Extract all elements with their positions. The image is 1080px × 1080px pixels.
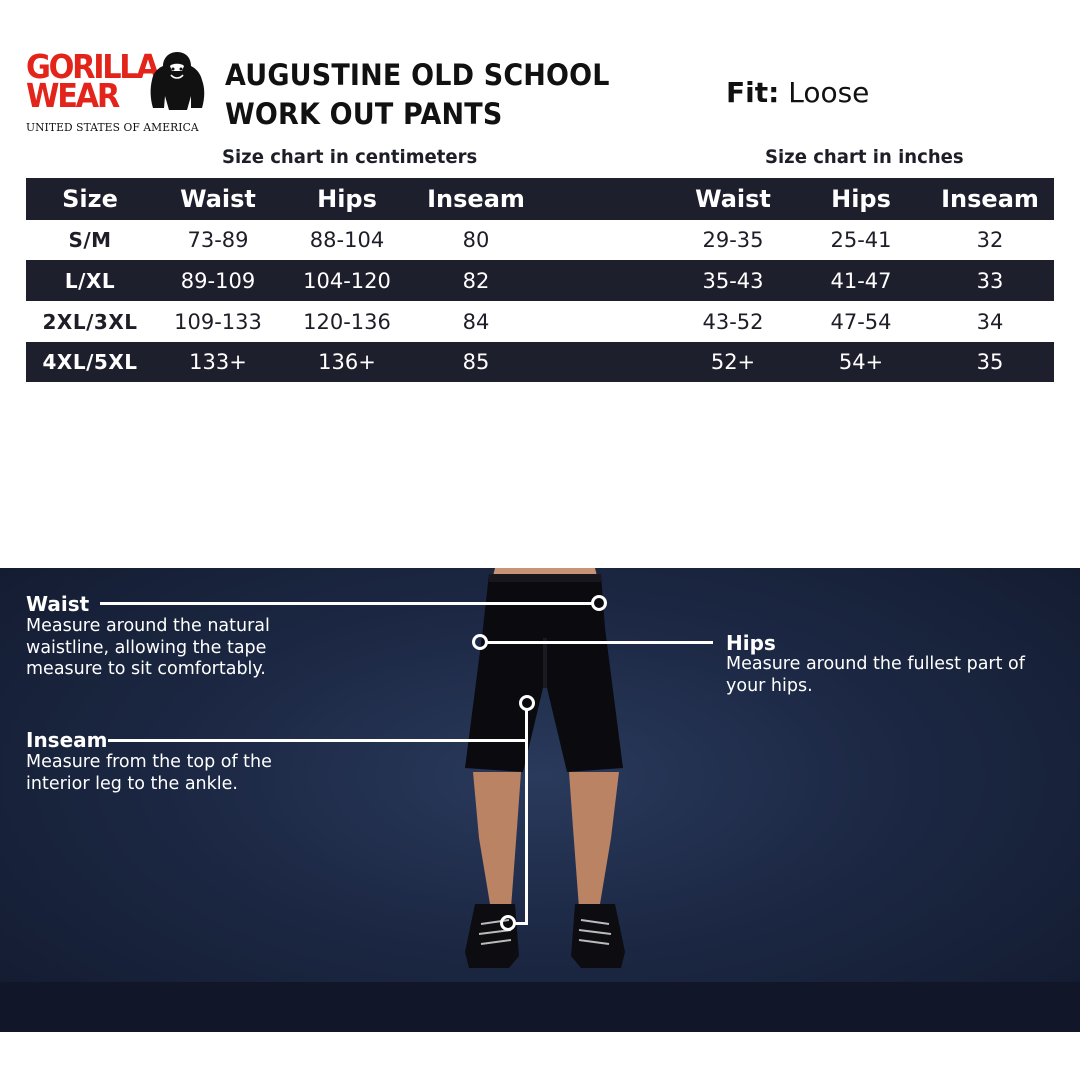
hips-cm-cell: 88-104 bbox=[309, 228, 385, 252]
header-inseam-cm: Inseam bbox=[427, 185, 525, 213]
fit-info bbox=[726, 76, 869, 109]
hips-marker bbox=[472, 634, 488, 650]
hips-cm-cell: 120-136 bbox=[303, 309, 391, 334]
hips-cm-cell: 104-120 bbox=[303, 268, 391, 293]
waist-cm-cell: 73-89 bbox=[187, 228, 249, 252]
inseam-cm-cell: 85 bbox=[462, 350, 490, 374]
waist-cm-cell: 109-133 bbox=[174, 309, 262, 334]
fit-value: Loose bbox=[788, 76, 870, 109]
size-cell: 4XL/5XL bbox=[42, 350, 138, 374]
header-size: Size bbox=[62, 185, 118, 213]
size-table bbox=[26, 178, 1054, 382]
product-title: AUGUSTINE OLD SCHOOL WORK OUT PANTS bbox=[225, 58, 610, 131]
brand-tagline: UNITED STATES OF AMERICA bbox=[26, 120, 199, 134]
table-header-row bbox=[26, 178, 1054, 220]
inseam-bottom-marker bbox=[500, 915, 516, 931]
inseam-in-cell: 32 bbox=[976, 228, 1004, 252]
waist-cm-cell: 133+ bbox=[189, 350, 247, 374]
header-waist-in: Waist bbox=[695, 185, 771, 213]
inseam-in-cell: 35 bbox=[976, 350, 1004, 374]
waist-in-cell: 35-43 bbox=[702, 268, 764, 293]
size-cell: 2XL/3XL bbox=[42, 309, 138, 334]
hips-description: Measure around the fullest part of your hips. bbox=[726, 654, 1025, 696]
inseam-bottom-connector bbox=[514, 922, 528, 925]
hips-in-cell: 41-47 bbox=[830, 268, 892, 293]
brand-logo-line2: WEAR bbox=[26, 76, 118, 115]
size-cell: S/M bbox=[68, 228, 112, 252]
inseam-pointer-line bbox=[108, 739, 526, 742]
fit-label: Fit: bbox=[726, 76, 780, 109]
waist-label: Waist bbox=[26, 592, 90, 616]
inseam-top-marker bbox=[519, 695, 535, 711]
size-cell: L/XL bbox=[64, 268, 116, 293]
table-row bbox=[26, 260, 1054, 301]
cm-caption: Size chart in centimeters bbox=[222, 146, 478, 168]
hips-label: Hips bbox=[726, 631, 776, 655]
table-row bbox=[26, 342, 1054, 382]
brand-logo-line1: GORILLA bbox=[26, 47, 158, 86]
inch-caption: Size chart in inches bbox=[765, 146, 964, 168]
waist-in-cell: 43-52 bbox=[702, 309, 764, 334]
inseam-in-cell: 33 bbox=[976, 268, 1004, 293]
waist-description: Measure around the natural waistline, allowing the tape measure to sit comfortably. bbox=[26, 616, 270, 679]
hips-cm-cell: 136+ bbox=[318, 350, 376, 374]
inseam-cm-cell: 82 bbox=[462, 268, 490, 293]
measurement-guide bbox=[0, 568, 1080, 1032]
floor-shadow bbox=[0, 982, 1080, 1032]
inseam-vertical-line bbox=[525, 710, 528, 924]
table-row bbox=[26, 220, 1054, 260]
waist-in-cell: 52+ bbox=[710, 350, 756, 374]
inseam-cm-cell: 84 bbox=[462, 309, 490, 334]
hips-in-cell: 25-41 bbox=[830, 228, 892, 252]
table-row bbox=[26, 301, 1054, 342]
inseam-description: Measure from the top of the interior leg to the ankle. bbox=[26, 752, 272, 794]
waist-marker bbox=[591, 595, 607, 611]
hips-in-cell: 47-54 bbox=[830, 309, 892, 334]
gorilla-icon bbox=[144, 48, 210, 114]
model-figure bbox=[455, 568, 635, 988]
header-inseam-in: Inseam bbox=[941, 185, 1039, 213]
waist-cm-cell: 89-109 bbox=[180, 268, 256, 293]
inseam-cm-cell: 80 bbox=[462, 228, 490, 252]
inseam-in-cell: 34 bbox=[976, 309, 1004, 334]
hips-in-cell: 54+ bbox=[838, 350, 884, 374]
header-hips-cm: Hips bbox=[317, 185, 377, 213]
header-waist-cm: Waist bbox=[180, 185, 256, 213]
waist-pointer-line bbox=[100, 602, 592, 605]
brand-logo bbox=[26, 48, 216, 136]
header-hips-in: Hips bbox=[831, 185, 891, 213]
hips-pointer-line bbox=[487, 641, 713, 644]
waist-in-cell: 29-35 bbox=[702, 228, 764, 252]
inseam-label: Inseam bbox=[26, 728, 108, 752]
